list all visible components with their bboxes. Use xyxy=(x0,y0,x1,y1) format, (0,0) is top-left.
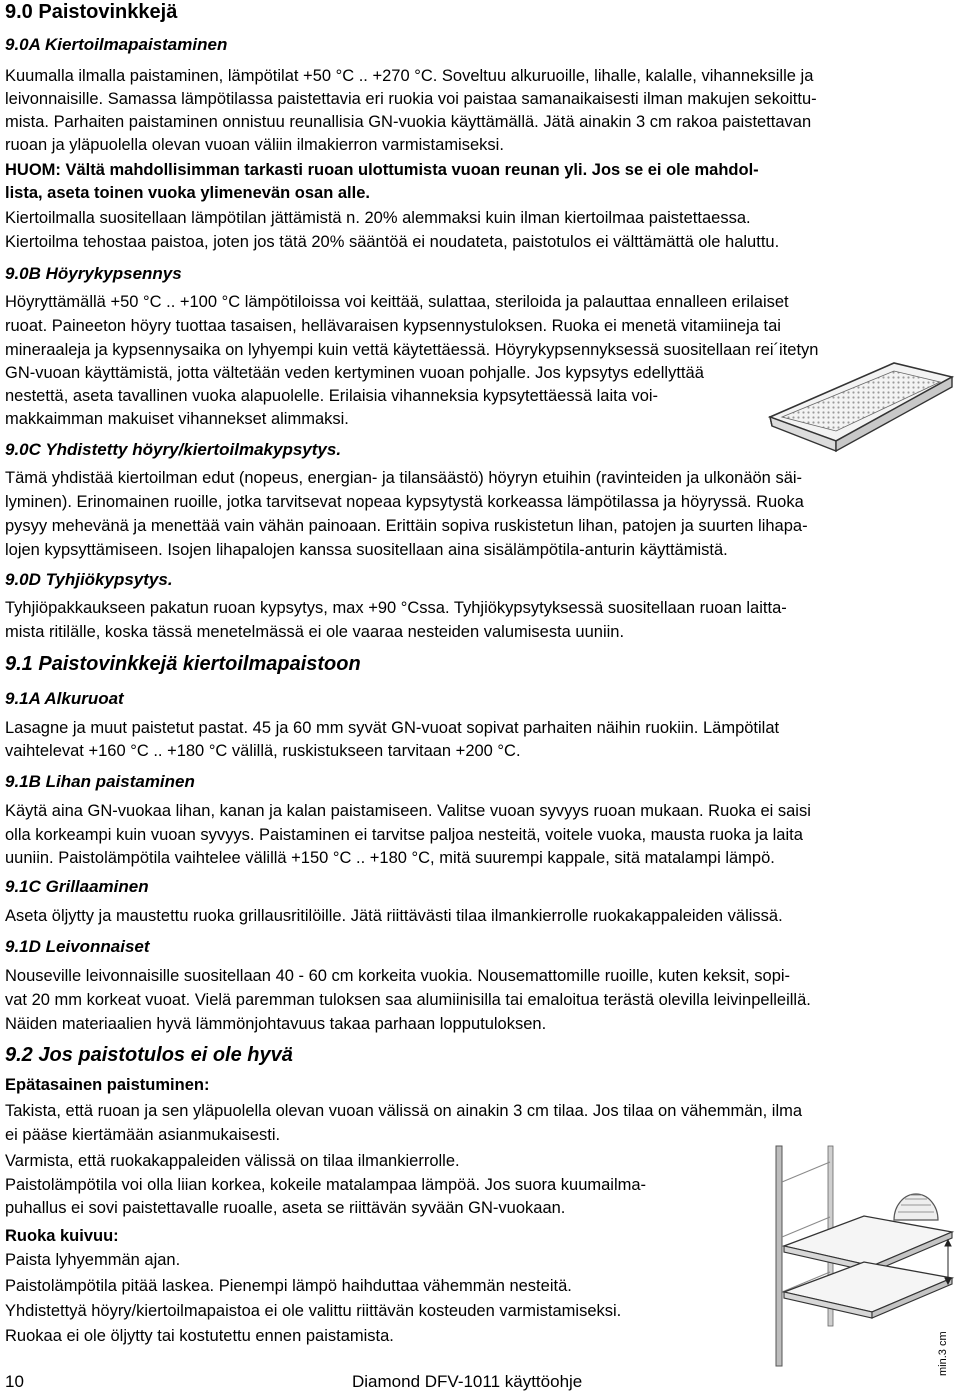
warning-line: HUOM: Vältä mahdollisimman tarkasti ruoan ulottumista vuoan reunan yli. Jos se ei ole mahdol- xyxy=(5,161,759,179)
text-line: Ruokaa ei ole öljytty tai kostutettu ennen paistamista. xyxy=(5,1327,394,1345)
oven-rack-illustration xyxy=(770,1142,956,1378)
text-line: olla korkeampi kuin vuoan syvyys. Paistaminen ei tarvitse paljoa nesteitä, voitele vuoka, mausta ruoka ja laita xyxy=(5,826,803,844)
heading-9-1a: 9.1A Alkuruoat xyxy=(5,689,124,708)
text-line: lojen kypsyttämiseen. Isojen lihapalojen kanssa suositellaan aina sisälämpötila-anturin käyttämistä. xyxy=(5,541,728,559)
text-line: Kiertoilmalla suositellaan lämpötilan jättämistä n. 20% alemmaksi kuin ilman kiertoilmaa paistettaessa. xyxy=(5,209,751,227)
text-line: Takista, että ruoan ja sen yläpuolella olevan vuoan välissä on ainakin 3 cm tilaa. Jos tilaa on vähemmän, ilma xyxy=(5,1102,803,1120)
text-line: Höyryttämällä +50 °C .. +100 °C lämpötiloissa voi keittää, sulattaa, steriloida ja palauttaa ennalleen erilaiset xyxy=(5,293,789,311)
text-line: leivonnaisille. Samassa lämpötilassa paistettavia eri ruokia voi paistaa samanaikaisesti ilman makujen sekoittu- xyxy=(5,90,817,108)
section-title-9-0: 9.0 Paistovinkkejä xyxy=(5,1,178,23)
text-line: Aseta öljytty ja maustettu ruoka grillausritilöille. Jätä riittävästi tilaa ilmankierrolle ruokakappaleiden välissä. xyxy=(5,907,783,925)
text-line: nestettä, aseta tavallinen vuoka alapuolelle. Erilaisia vihanneksia kypsytettäessä laita voi- xyxy=(5,387,659,405)
text-line: pysyy mehevänä ja menettää vain vähän painoaan. Erittäin sopiva ruskistetun lihan, patojen ja suurten lihapa- xyxy=(5,517,808,535)
heading-9-1b: 9.1B Lihan paistaminen xyxy=(5,772,195,791)
text-line: mineraaleja ja kypsennysaika on lyhyempi kuin vettä käytettäessä. Höyrykypsennyksessä suositellaan rei´itetyn xyxy=(5,341,819,359)
page-number: 10 xyxy=(5,1372,24,1391)
text-line: Käytä aina GN-vuokaa lihan, kanan ja kalan paistamiseen. Valitse vuoan syvyys ruoan mukaan. Ruoka ei saisi xyxy=(5,802,811,820)
text-line: ruoat. Paineeton höyry tuottaa tasaisen, hellävaraisen kypsennystuloksen. Ruoka ei menetä vitamiineja tai xyxy=(5,317,781,335)
subheading-food-dries: Ruoka kuivuu: xyxy=(5,1227,119,1245)
section-title-9-1: 9.1 Paistovinkkejä kiertoilmapaistoon xyxy=(5,653,361,675)
footer-title: Diamond DFV-1011 käyttöohje xyxy=(352,1372,583,1391)
text-line: mista ritilälle, koska tässä menetelmässä ei ole vaaraa nesteiden valumisesta uuniin. xyxy=(5,623,625,641)
text-line: GN-vuoan käyttämistä, jotta vältetään veden kertyminen vuoan pohjalle. Jos kypsytys edellyttää xyxy=(5,364,704,382)
text-line: Nouseville leivonnaisille suositellaan 40 - 60 cm korkeita vuokia. Nousemattomille ruoille, kuten keksit, sopi- xyxy=(5,967,791,985)
warning-line: lista, aseta toinen vuoka ylimenevän osan alle. xyxy=(5,184,370,202)
text-line: Yhdistettyä höyry/kiertoilmapaistoa ei ole valittu riittävän kosteuden varmistamiseksi. xyxy=(5,1302,622,1320)
heading-9-1d: 9.1D Leivonnaiset xyxy=(5,937,150,956)
text-line: Kuumalla ilmalla paistaminen, lämpötilat +50 °C .. +270 °C. Soveltuu alkuruoille, lihalle, kalalle, vihanneksille ja xyxy=(5,67,814,85)
heading-9-0c: 9.0C Yhdistetty höyry/kiertoilmakypsytys. xyxy=(5,440,342,459)
text-line: Paista lyhyemmän ajan. xyxy=(5,1251,181,1269)
perforated-pan-illustration xyxy=(766,355,956,457)
section-title-9-2: 9.2 Jos paistotulos ei ole hyvä xyxy=(5,1044,293,1066)
text-line: vaihtelevat +160 °C .. +180 °C välillä, ruskistukseen tarvitaan +200 °C. xyxy=(5,742,521,760)
text-line: Tyhjiöpakkaukseen pakatun ruoan kypsytys, max +90 °Cssa. Tyhjiökypsytyksessä suositellaan ruoan laitta- xyxy=(5,599,787,617)
text-line: Näiden materiaalien hyvä lämmönjohtavuus takaa parhaan lopputuloksen. xyxy=(5,1015,547,1033)
heading-9-0b: 9.0B Höyrykypsennys xyxy=(5,264,182,283)
food-dome-icon xyxy=(894,1194,938,1220)
text-line: mista. Parhaiten paistaminen onnistuu reunallisia GN-vuokia käyttämällä. Jätä ainakin 3 cm rakoa paistettavan xyxy=(5,113,812,131)
text-line: puhallus ei sovi paistettavalle ruoalle, aseta se riittävän syvään GN-vuokaan. xyxy=(5,1199,566,1217)
text-line: Kiertoilma tehostaa paistoa, joten jos tätä 20% sääntöä ei noudateta, paistotulos ei välttämättä ole haluttu. xyxy=(5,233,780,251)
heading-9-1c: 9.1C Grillaaminen xyxy=(5,877,149,896)
heading-9-0a: 9.0A Kiertoilmapaistaminen xyxy=(5,35,228,54)
subheading-uneven-baking: Epätasainen paistuminen: xyxy=(5,1076,210,1094)
text-line: Varmista, että ruokakappaleiden välissä on tilaa ilmankierrolle. xyxy=(5,1152,460,1170)
heading-9-0d: 9.0D Tyhjiökypsytys. xyxy=(5,570,173,589)
text-line: Tämä yhdistää kiertoilman edut (nopeus, energian- ja tilansäästö) höyryn etuihin (ravinteiden ja ulkonäön säi- xyxy=(5,469,803,487)
text-line: vat 20 mm korkeat vuoat. Vielä paremman tuloksen saa alumiinisilla tai emaloitua terästä olevilla leivinpelleillä. xyxy=(5,991,811,1009)
text-line: makkaimman makuiset vihannekset alimmaksi. xyxy=(5,410,349,428)
text-line: uuniin. Paistolämpötila vaihtelee välillä +150 °C .. +180 °C, mitä suurempi kappale, sitä matalampi lämpö. xyxy=(5,849,775,867)
text-line: ruoan ja yläpuolella olevan vuoan väliin ilmakierron varmistamiseksi. xyxy=(5,136,504,154)
text-line: Paistolämpötila voi olla liian korkea, kokeile matalampaa lämpöä. Jos suora kuumailma- xyxy=(5,1176,647,1194)
text-line: Paistolämpötila pitää laskea. Pienempi lämpö haihduttaa vähemmän nesteitä. xyxy=(5,1277,572,1295)
min-3cm-label: min.3 cm xyxy=(937,1331,949,1376)
text-line: Lasagne ja muut paistetut pastat. 45 ja 60 mm syvät GN-vuoat sopivat parhaiten näihin ruokiin. Lämpötilat xyxy=(5,719,780,737)
text-line: lyminen). Erinomainen ruoille, jotka tarvitsevat nopeaa kypsytystä korkeassa lämpötilassa ja höyryssä. Ruoka xyxy=(5,493,804,511)
text-line: ei pääse kiertämään asianmukaisesti. xyxy=(5,1126,281,1144)
